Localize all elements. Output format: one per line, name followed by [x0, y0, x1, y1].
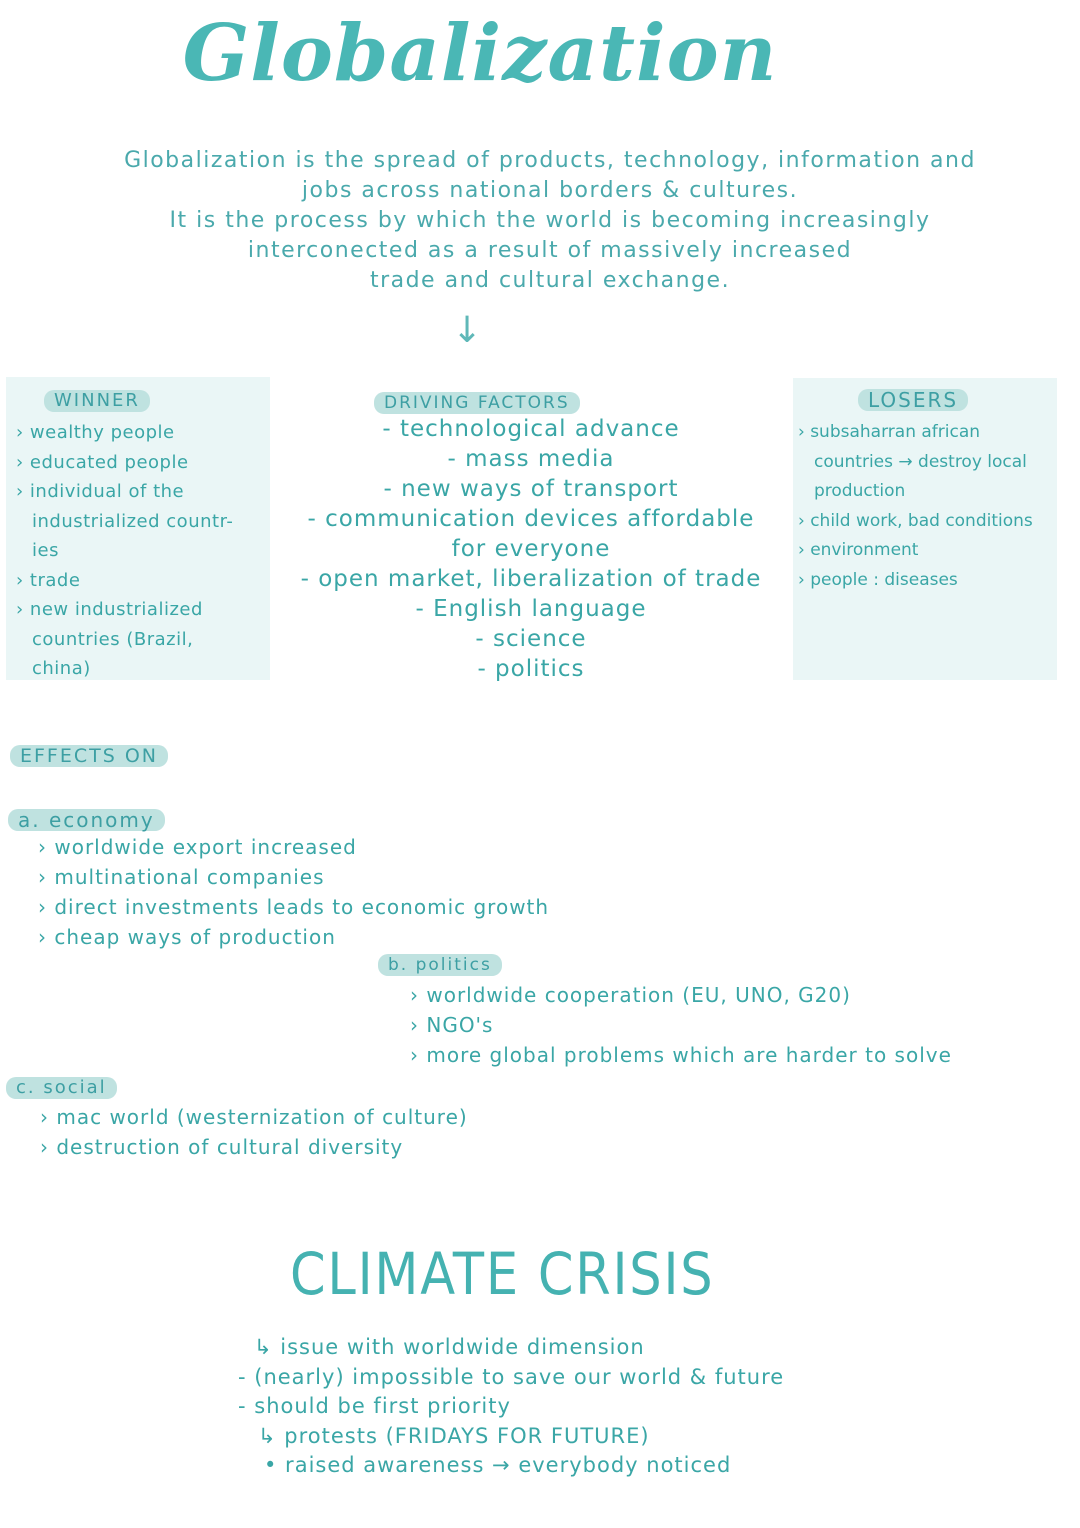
list-item: › mac world (westernization of culture) — [40, 1105, 468, 1129]
list-item: - science — [475, 626, 587, 652]
list-item: › worldwide export increased — [38, 835, 357, 859]
definition-line: jobs across national borders & cultures. — [301, 178, 799, 203]
page-title: Globalization — [182, 8, 778, 99]
list-item: - English language — [415, 596, 647, 622]
list-item: ↳ protests (FRIDAYS FOR FUTURE) — [258, 1423, 650, 1448]
list-item: - mass media — [447, 446, 615, 472]
list-item: china) — [32, 658, 91, 679]
losers-heading — [858, 388, 968, 412]
down-arrow-icon: ↓ — [452, 310, 483, 351]
effects-heading — [10, 745, 168, 767]
climate-crisis-list — [238, 1333, 784, 1481]
definition-paragraph — [60, 146, 1040, 296]
losers-heading-label: LOSERS — [858, 389, 968, 411]
list-item: - new ways of transport — [383, 476, 679, 502]
list-item: › people : diseases — [798, 569, 958, 590]
politics-heading-label: b. politics — [378, 954, 502, 976]
definition-line: interconected as a result of massively increased — [247, 238, 853, 263]
driving-factors-list — [266, 414, 796, 684]
list-item: - open market, liberalization of trade — [300, 566, 762, 592]
list-item: › cheap ways of production — [38, 925, 336, 949]
list-item: › environment — [798, 540, 919, 560]
list-item: › worldwide cooperation (EU, UNO, G20) — [410, 983, 851, 1007]
list-item: › direct investments leads to economic growth — [38, 895, 550, 919]
list-item: countries (Brazil, — [32, 628, 194, 650]
politics-heading — [378, 954, 502, 976]
list-item: ↳ issue with worldwide dimension — [254, 1335, 645, 1359]
politics-list — [410, 980, 952, 1070]
list-item: industrialized countr- — [32, 510, 234, 532]
list-item: ies — [32, 540, 59, 561]
list-item: › more global problems which are harder to solve — [410, 1043, 952, 1067]
list-item: › new industrialized — [16, 599, 203, 620]
driving-factors-heading-label: DRIVING FACTORS — [374, 392, 580, 414]
list-item: › educated people — [16, 451, 189, 473]
winner-heading — [44, 390, 150, 412]
list-item: - (nearly) impossible to save our world & future — [238, 1364, 785, 1389]
list-item: - communication devices affordable — [307, 506, 755, 532]
list-item: › trade — [16, 569, 81, 591]
list-item: › NGO's — [410, 1013, 494, 1037]
economy-heading-label: a. economy — [8, 809, 165, 831]
climate-crisis-title: CLIMATE CRISIS — [290, 1240, 715, 1308]
list-item: › wealthy people — [16, 422, 175, 443]
list-item: countries → destroy local — [814, 451, 1027, 472]
list-item: › individual of the — [16, 481, 185, 502]
social-list — [40, 1102, 468, 1162]
definition-line: Globalization is the spread of products, technology, information and — [124, 148, 976, 173]
list-item: for everyone — [451, 536, 611, 562]
list-item: › child work, bad conditions — [798, 510, 1033, 531]
driving-factors-heading — [374, 392, 580, 414]
list-item: › subsaharran african — [798, 422, 981, 442]
list-item: › destruction of cultural diversity — [40, 1135, 404, 1159]
list-item: - politics — [477, 656, 585, 682]
losers-list — [798, 418, 1078, 595]
list-item: production — [814, 481, 906, 501]
definition-line: It is the process by which the world is becoming increasingly — [169, 208, 931, 233]
social-heading — [6, 1077, 117, 1099]
winner-heading-label: WINNER — [44, 390, 150, 412]
list-item: - technological advance — [382, 416, 680, 442]
economy-heading — [8, 808, 165, 832]
economy-list — [38, 832, 549, 952]
winner-list — [16, 418, 271, 684]
list-item: - should be first priority — [238, 1394, 511, 1418]
social-heading-label: c. social — [6, 1077, 117, 1099]
effects-heading-label: EFFECTS ON — [10, 745, 168, 767]
definition-line: trade and cultural exchange. — [369, 268, 731, 293]
list-item: • raised awareness → everybody noticed — [264, 1453, 732, 1477]
list-item: › multinational companies — [38, 865, 325, 889]
